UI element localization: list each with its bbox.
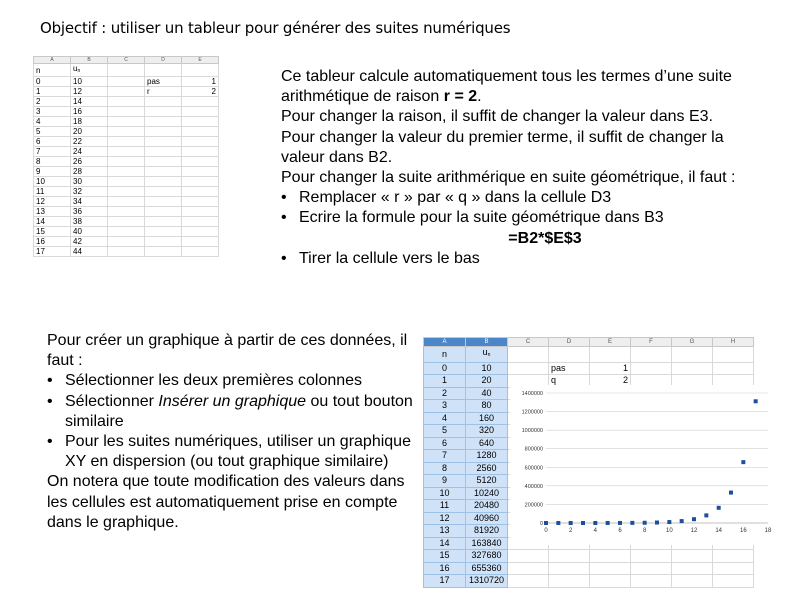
- cell[interactable]: [182, 197, 219, 207]
- instruction-paragraph: Pour créer un graphique à partir de ces données, il faut :: [47, 332, 408, 370]
- cell[interactable]: [108, 247, 145, 257]
- x-tick-label: 16: [739, 528, 747, 534]
- cell[interactable]: 34: [71, 197, 108, 207]
- cell[interactable]: 80: [466, 400, 508, 413]
- cell-empty[interactable]: [549, 347, 590, 363]
- cell[interactable]: [182, 167, 219, 177]
- cell[interactable]: 2: [590, 375, 631, 388]
- cell-empty[interactable]: [631, 347, 672, 363]
- cell[interactable]: [145, 197, 182, 207]
- cell[interactable]: [108, 137, 145, 147]
- cell[interactable]: 320: [466, 425, 508, 438]
- cell[interactable]: 655360: [466, 562, 508, 575]
- cell[interactable]: [145, 157, 182, 167]
- instruction-list: [47, 371, 417, 472]
- cell[interactable]: 5: [34, 127, 71, 137]
- cell[interactable]: 3: [34, 107, 71, 117]
- table-row: [34, 107, 219, 117]
- y-tick-label: 1400000: [521, 391, 543, 397]
- cell[interactable]: 26: [71, 157, 108, 167]
- cell[interactable]: [508, 550, 549, 563]
- cell[interactable]: 9: [34, 167, 71, 177]
- spreadsheet-arithmetic: [33, 56, 219, 257]
- list-item: [47, 392, 417, 432]
- cell[interactable]: 40960: [466, 512, 508, 525]
- cell[interactable]: 42: [71, 237, 108, 247]
- instruction-paragraph: Pour changer la suite arithmérique en suite géométrique, il faut :: [281, 169, 736, 187]
- cell[interactable]: [182, 227, 219, 237]
- cell[interactable]: [713, 562, 754, 575]
- cell[interactable]: 17: [34, 247, 71, 257]
- cell[interactable]: [108, 77, 145, 87]
- cell[interactable]: 5120: [466, 475, 508, 488]
- cell[interactable]: 16: [424, 562, 466, 575]
- cell[interactable]: 12: [34, 197, 71, 207]
- cell[interactable]: [108, 177, 145, 187]
- cell[interactable]: [145, 97, 182, 107]
- cell[interactable]: 1310720: [466, 575, 508, 588]
- cell[interactable]: [590, 575, 631, 588]
- cell[interactable]: [182, 207, 219, 217]
- cell[interactable]: 12: [71, 87, 108, 97]
- cell[interactable]: [182, 177, 219, 187]
- cell[interactable]: 28: [71, 167, 108, 177]
- cell[interactable]: [182, 107, 219, 117]
- text-span: ou tout bouton similaire: [65, 392, 413, 430]
- y-tick-label: 0: [539, 521, 543, 527]
- cell[interactable]: [145, 217, 182, 227]
- cell[interactable]: 17: [424, 575, 466, 588]
- cell[interactable]: [145, 207, 182, 217]
- cell[interactable]: [145, 177, 182, 187]
- table-row: [424, 362, 754, 375]
- cell-header-n[interactable]: n: [424, 347, 466, 363]
- cell[interactable]: [182, 247, 219, 257]
- table-row: [34, 97, 219, 107]
- cell[interactable]: [182, 137, 219, 147]
- cell[interactable]: 14: [424, 537, 466, 550]
- cell[interactable]: [713, 575, 754, 588]
- cell[interactable]: 4: [424, 412, 466, 425]
- data-point: [692, 517, 696, 521]
- cell-header-un[interactable]: [71, 64, 108, 77]
- cell[interactable]: [590, 550, 631, 563]
- cell[interactable]: 11: [424, 500, 466, 513]
- cell-empty[interactable]: [672, 347, 713, 363]
- cell[interactable]: 327680: [466, 550, 508, 563]
- table-row: [34, 187, 219, 197]
- cell[interactable]: [508, 562, 549, 575]
- cell[interactable]: [508, 362, 549, 375]
- table-row: [424, 550, 754, 563]
- y-tick-label: 200000: [524, 502, 543, 509]
- cell[interactable]: [672, 575, 713, 588]
- data-point: [704, 513, 708, 517]
- instruction-list: [281, 188, 751, 269]
- cell-header-n[interactable]: n: [34, 64, 71, 77]
- cell[interactable]: 1: [182, 77, 219, 87]
- cell[interactable]: 8: [34, 157, 71, 167]
- cell[interactable]: 9: [424, 475, 466, 488]
- column-header-a[interactable]: A: [34, 57, 71, 64]
- cell[interactable]: [145, 167, 182, 177]
- cell[interactable]: [108, 207, 145, 217]
- cell[interactable]: [182, 237, 219, 247]
- table-row: [34, 167, 219, 177]
- cell[interactable]: 81920: [466, 525, 508, 538]
- cell[interactable]: [182, 187, 219, 197]
- table-row: [34, 147, 219, 157]
- cell-header-u: u: [73, 64, 78, 73]
- cell[interactable]: [549, 550, 590, 563]
- cell[interactable]: 20480: [466, 500, 508, 513]
- cell[interactable]: [508, 575, 549, 588]
- page-title: Objectif : utiliser un tableur pour générer des suites numériques: [40, 19, 511, 37]
- cell[interactable]: 2: [34, 97, 71, 107]
- cell[interactable]: 6: [424, 437, 466, 450]
- x-tick-label: 12: [690, 528, 698, 534]
- cell[interactable]: r: [145, 87, 182, 97]
- cell[interactable]: [549, 575, 590, 588]
- x-tick-label: 4: [593, 528, 598, 534]
- scatter-chart[interactable]: [510, 385, 772, 545]
- cell[interactable]: [549, 562, 590, 575]
- cell[interactable]: 3: [424, 400, 466, 413]
- cell-header-sub: n: [487, 352, 491, 358]
- column-header-b[interactable]: B: [466, 338, 508, 347]
- data-point: [606, 521, 610, 525]
- table-row: [34, 227, 219, 237]
- table-row: [34, 237, 219, 247]
- cell[interactable]: 20: [71, 127, 108, 137]
- cell[interactable]: pas: [549, 362, 590, 375]
- x-tick-label: 8: [642, 528, 647, 534]
- x-tick-label: 2: [568, 528, 573, 534]
- cell[interactable]: [672, 562, 713, 575]
- column-header-f[interactable]: F: [631, 338, 672, 347]
- table-row: [34, 177, 219, 187]
- list-item: • Pour les suites numériques, utiliser un graphique XY en dispersion (ou tout graphique similaire): [47, 432, 417, 472]
- cell[interactable]: [145, 147, 182, 157]
- data-point: [729, 491, 733, 495]
- cell[interactable]: 40: [71, 227, 108, 237]
- cell[interactable]: [145, 247, 182, 257]
- cell[interactable]: [182, 97, 219, 107]
- cell[interactable]: 7: [424, 450, 466, 463]
- cell[interactable]: 44: [71, 247, 108, 257]
- cell[interactable]: [108, 197, 145, 207]
- table-row: [34, 207, 219, 217]
- instructions-arithmetic: [281, 67, 751, 269]
- cell[interactable]: [182, 157, 219, 167]
- cell[interactable]: 15: [34, 227, 71, 237]
- cell[interactable]: [713, 362, 754, 375]
- table-row: [424, 562, 754, 575]
- list-item: [281, 208, 751, 248]
- chart-background: [510, 385, 772, 545]
- cell[interactable]: 1: [424, 375, 466, 388]
- cell[interactable]: 14: [34, 217, 71, 227]
- cell[interactable]: pas: [145, 77, 182, 87]
- column-header-d[interactable]: D: [549, 338, 590, 347]
- cell[interactable]: [672, 550, 713, 563]
- column-header-e[interactable]: E: [590, 338, 631, 347]
- cell-empty[interactable]: [182, 64, 219, 77]
- cell[interactable]: 2: [424, 387, 466, 400]
- table-row: [34, 77, 219, 87]
- column-header-h[interactable]: H: [713, 338, 754, 347]
- data-point: [556, 521, 560, 525]
- data-point: [544, 521, 548, 525]
- cell-empty[interactable]: [108, 64, 145, 77]
- instruction-paragraph: [281, 67, 751, 107]
- y-tick-label: 800000: [524, 446, 543, 453]
- cell[interactable]: [108, 117, 145, 127]
- cell[interactable]: [145, 127, 182, 137]
- text-span: Sélectionner: [65, 392, 159, 410]
- column-header-a[interactable]: A: [424, 338, 466, 347]
- cell[interactable]: [108, 97, 145, 107]
- cell[interactable]: q: [549, 375, 590, 388]
- cell[interactable]: [108, 147, 145, 157]
- data-point: [643, 521, 647, 525]
- cell-header-un[interactable]: [466, 347, 508, 363]
- data-point: [680, 519, 684, 523]
- list-item: • Remplacer « r » par « q » dans la cellule D3: [281, 188, 751, 208]
- cell[interactable]: [631, 362, 672, 375]
- cell[interactable]: [145, 107, 182, 117]
- y-tick-label: 1000000: [521, 428, 543, 435]
- data-point: [569, 521, 573, 525]
- cell[interactable]: 160: [466, 412, 508, 425]
- cell[interactable]: [182, 127, 219, 137]
- cell[interactable]: [108, 167, 145, 177]
- y-tick-label: 400000: [524, 483, 543, 490]
- cell[interactable]: 22: [71, 137, 108, 147]
- cell[interactable]: [590, 562, 631, 575]
- column-header-e[interactable]: E: [182, 57, 219, 64]
- cell[interactable]: [108, 227, 145, 237]
- cell[interactable]: 2560: [466, 462, 508, 475]
- cell[interactable]: [145, 187, 182, 197]
- formula-text: =B2*$E$3: [508, 229, 582, 247]
- data-point: [717, 506, 721, 510]
- cell[interactable]: [631, 550, 672, 563]
- cell[interactable]: 14: [71, 97, 108, 107]
- cell[interactable]: [145, 227, 182, 237]
- cell[interactable]: [672, 362, 713, 375]
- column-header-g[interactable]: G: [672, 338, 713, 347]
- cell[interactable]: 40: [466, 387, 508, 400]
- cell[interactable]: 4: [34, 117, 71, 127]
- data-point: [581, 521, 585, 525]
- text-span: Ecrire la formule pour la suite géométrique dans B3: [299, 209, 664, 227]
- y-tick-label: 1200000: [521, 409, 543, 416]
- cell[interactable]: 18: [71, 117, 108, 127]
- data-point: [630, 521, 634, 525]
- instruction-paragraph: On notera que toute modification des valeurs dans les cellules est automatiquement prise en compte dans le graphique.: [47, 473, 405, 531]
- column-header-c[interactable]: C: [508, 338, 549, 347]
- data-point: [618, 521, 622, 525]
- instruction-paragraph: Pour changer la valeur du premier terme, il suffit de changer la valeur dans B2.: [281, 128, 724, 166]
- italic-text: Insérer un graphique: [158, 392, 307, 410]
- cell-empty[interactable]: [713, 347, 754, 363]
- cell[interactable]: 10: [466, 362, 508, 375]
- cell[interactable]: 0: [424, 362, 466, 375]
- cell[interactable]: [145, 137, 182, 147]
- cell-header-sub: n: [77, 68, 81, 74]
- table-row: [34, 117, 219, 127]
- cell[interactable]: 13: [34, 207, 71, 217]
- cell[interactable]: 32: [71, 187, 108, 197]
- data-point: [741, 460, 745, 464]
- cell[interactable]: [145, 117, 182, 127]
- cell[interactable]: 640: [466, 437, 508, 450]
- cell[interactable]: 6: [34, 137, 71, 147]
- table-row: [34, 157, 219, 167]
- cell[interactable]: [182, 147, 219, 157]
- cell[interactable]: 10: [71, 77, 108, 87]
- x-tick-label: 6: [618, 528, 622, 534]
- data-point: [593, 521, 597, 525]
- cell[interactable]: 38: [71, 217, 108, 227]
- cell[interactable]: 10: [34, 177, 71, 187]
- list-item: • Tirer la cellule vers le bas: [281, 249, 751, 269]
- instructions-chart: [47, 331, 417, 533]
- cell[interactable]: [713, 550, 754, 563]
- table-row: [34, 247, 219, 257]
- cell[interactable]: [108, 87, 145, 97]
- column-header-c[interactable]: C: [108, 57, 145, 64]
- table-row: [34, 127, 219, 137]
- cell[interactable]: 20: [466, 375, 508, 388]
- cell[interactable]: 13: [424, 525, 466, 538]
- instruction-paragraph: Pour changer la raison, il suffit de changer la valeur dans E3.: [281, 108, 713, 126]
- cell[interactable]: 1: [34, 87, 71, 97]
- text-span: .: [477, 88, 482, 106]
- cell[interactable]: 15: [424, 550, 466, 563]
- data-point: [667, 520, 671, 524]
- cell[interactable]: 0: [34, 77, 71, 87]
- cell[interactable]: [631, 575, 672, 588]
- x-tick-label: 0: [544, 528, 548, 534]
- cell[interactable]: 1280: [466, 450, 508, 463]
- cell[interactable]: 30: [71, 177, 108, 187]
- column-header-b[interactable]: B: [71, 57, 108, 64]
- cell[interactable]: [108, 237, 145, 247]
- table-row: [34, 217, 219, 227]
- cell[interactable]: 5: [424, 425, 466, 438]
- cell[interactable]: [182, 117, 219, 127]
- cell[interactable]: [108, 127, 145, 137]
- cell[interactable]: [108, 107, 145, 117]
- cell[interactable]: 16: [71, 107, 108, 117]
- x-tick-label: 14: [715, 528, 723, 534]
- cell[interactable]: 7: [34, 147, 71, 157]
- cell-empty[interactable]: [145, 64, 182, 77]
- table-row: [34, 197, 219, 207]
- cell[interactable]: 24: [71, 147, 108, 157]
- cell[interactable]: 10240: [466, 487, 508, 500]
- data-point: [655, 521, 659, 525]
- cell[interactable]: [108, 157, 145, 167]
- bold-reason: r = 2: [443, 88, 478, 106]
- cell[interactable]: 1: [590, 362, 631, 375]
- y-tick-label: 600000: [524, 465, 543, 472]
- cell[interactable]: 11: [34, 187, 71, 197]
- cell[interactable]: 10: [424, 487, 466, 500]
- cell[interactable]: 2: [182, 87, 219, 97]
- cell[interactable]: 16: [34, 237, 71, 247]
- cell[interactable]: 163840: [466, 537, 508, 550]
- column-header-d[interactable]: D: [145, 57, 182, 64]
- cell[interactable]: 36: [71, 207, 108, 217]
- spreadsheet-geometric: [423, 337, 773, 585]
- cell-empty[interactable]: [590, 347, 631, 363]
- text-span: Ce tableur calcule automatiquement tous les termes d’une suite arithmétique de raison: [281, 68, 732, 106]
- cell-header-u: u: [482, 347, 488, 357]
- cell[interactable]: [182, 217, 219, 227]
- data-point: [754, 399, 758, 403]
- cell[interactable]: [108, 217, 145, 227]
- table-row: [34, 137, 219, 147]
- x-tick-label: 18: [764, 528, 772, 534]
- cell[interactable]: [108, 187, 145, 197]
- cell[interactable]: 8: [424, 462, 466, 475]
- table-row: [424, 575, 754, 588]
- list-item: • Sélectionner les deux premières colonnes: [47, 371, 417, 391]
- cell[interactable]: [631, 562, 672, 575]
- cell[interactable]: 12: [424, 512, 466, 525]
- cell[interactable]: [145, 237, 182, 247]
- table-row: [34, 87, 219, 97]
- cell-empty[interactable]: [508, 347, 549, 363]
- x-tick-label: 10: [665, 528, 673, 534]
